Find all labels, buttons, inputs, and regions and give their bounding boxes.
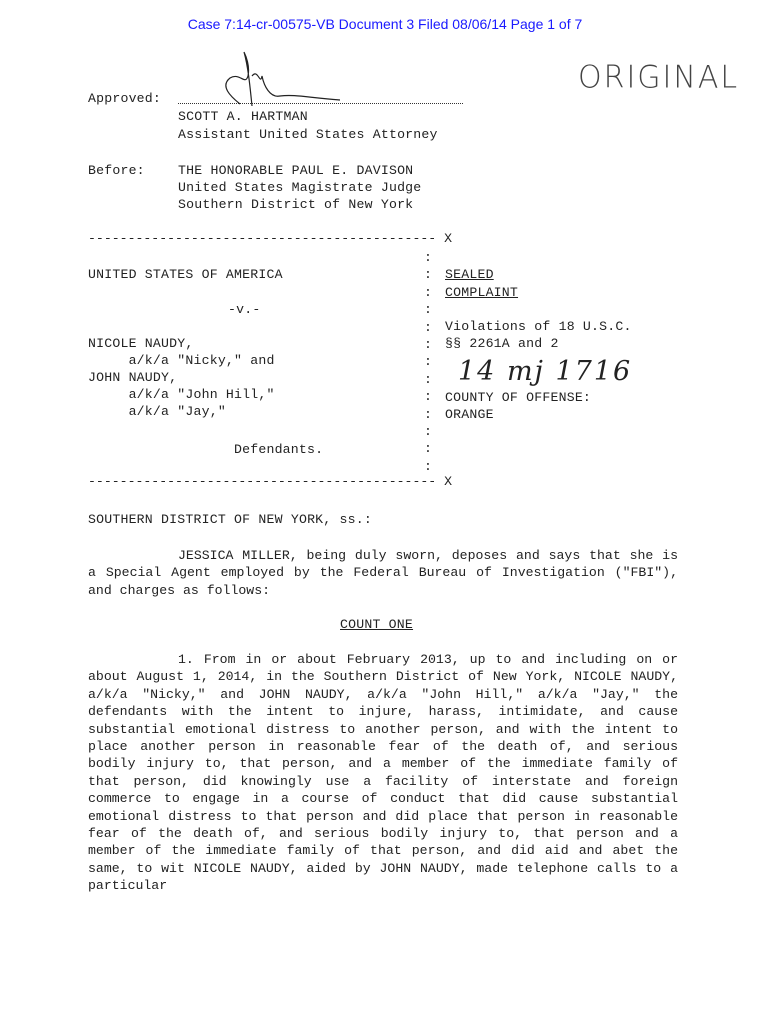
intro-paragraph: JESSICA MILLER, being duly sworn, deposes and says that she is a Special Agent employed by the Federal Bureau of Investigation ("FBI"), and charges as follows: [88, 548, 678, 598]
judge-name: THE HONORABLE PAUL E. DAVISON [178, 163, 414, 178]
sealed-label: SEALED [445, 267, 494, 282]
judge-district: Southern District of New York [178, 197, 414, 212]
original-stamp: ORIGINAL [578, 59, 740, 96]
defendant-line-4: a/k/a "John Hill," [88, 387, 275, 402]
county-value: ORANGE [445, 407, 494, 422]
violations-line-2: §§ 2261A and 2 [445, 336, 559, 351]
ecf-header: Case 7:14-cr-00575-VB Document 3 Filed 08/06/14 Page 1 of 7 [187, 16, 583, 32]
defendants-label: Defendants. [234, 442, 324, 457]
defendant-line-1: NICOLE NAUDY, [88, 336, 194, 351]
approved-label: Approved: [88, 91, 162, 106]
docket-number-handwritten: 14 mj 1716 [458, 356, 633, 387]
judge-title: United States Magistrate Judge [178, 180, 422, 195]
defendant-line-3: JOHN NAUDY, [88, 370, 178, 385]
defendant-line-5: a/k/a "Jay," [88, 404, 226, 419]
approved-title: Assistant United States Attorney [178, 127, 438, 142]
county-label: COUNTY OF OFFENSE: [445, 390, 592, 405]
venue: SOUTHERN DISTRICT OF NEW YORK, ss.: [88, 512, 372, 527]
before-label: Before: [88, 163, 145, 178]
violations-line-1: Violations of 18 U.S.C. [445, 319, 632, 334]
caption-separator-bottom: -------------------------------------------- X [88, 474, 453, 489]
versus: -v.- [228, 302, 261, 317]
count-heading: COUNT ONE [340, 617, 414, 632]
caption-colon-column: : : : : : : : : : : : : : [424, 250, 433, 474]
paragraph-1: 1. From in or about February 2013, up to and including on or about August 1, 2014, in the Southern District of New York, NICOLE NAUDY, a/k/a "Nicky," and JOHN NAUDY, a/k/a "John Hill," a/k/a "Jay," the defendants with the intent to injure, harass, intimidate, and cause substantial emotional distress to another person, and with the intent to place another person in reasonable fear of the death of, and serious bodily injury to, that person, and a member of the immediate family of that person, did knowingly use a facility of interstate and foreign commerce to engage in a course of conduct that did cause substantial emotional distress to that person and did place that person in reasonable fear of the death of, and serious bodily injury to, that person and a member of the immediate family of that person, and did aid and abet the same, to wit NICOLE NAUDY, aided by JOHN NAUDY, made telephone calls to a particular [88, 652, 678, 894]
plaintiff: UNITED STATES OF AMERICA [88, 267, 283, 282]
defendant-line-2: a/k/a "Nicky," and [88, 353, 275, 368]
complaint-label: COMPLAINT [445, 285, 519, 300]
caption-separator-top: -------------------------------------------- X [88, 231, 453, 246]
approved-name: SCOTT A. HARTMAN [178, 109, 308, 124]
